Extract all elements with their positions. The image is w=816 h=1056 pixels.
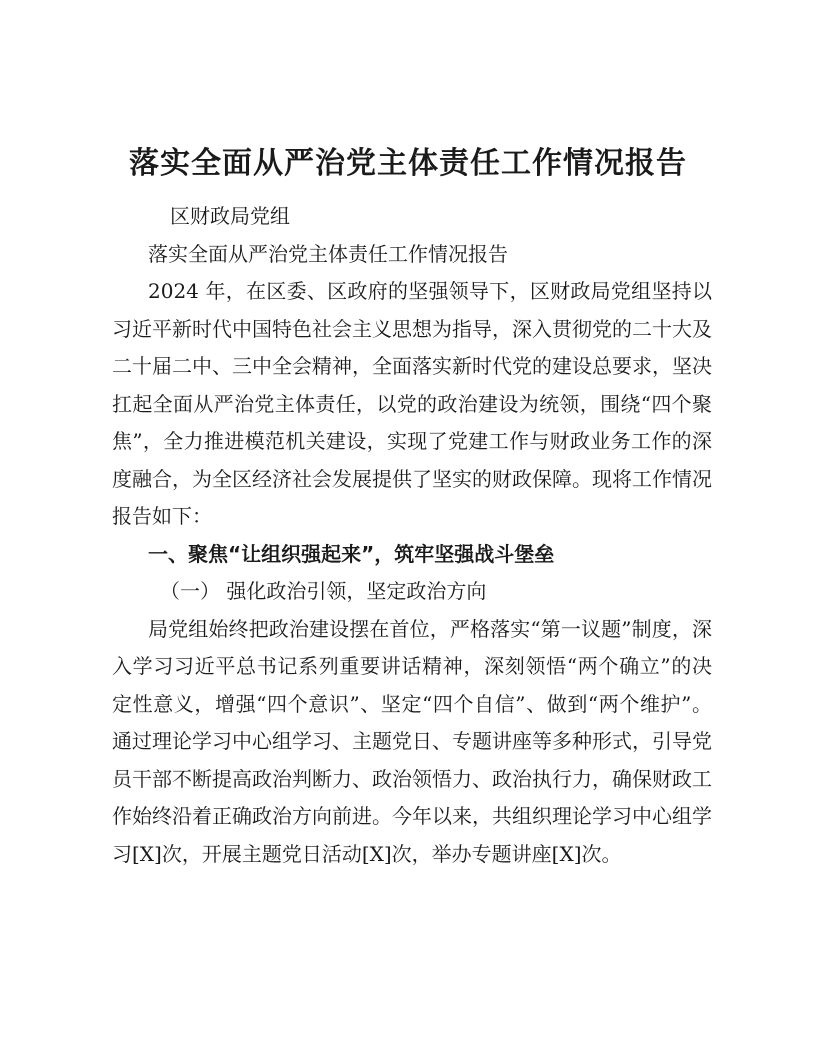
intro-paragraph: 2024 年，在区委、区政府的坚强领导下，区财政局党组坚持以习近平新时代中国特色社会主义思想为指导，深入贯彻党的二十大及二十届二中、三中全会精神，全面落实新时代党的建设总要求，坚决扛起全面从严治党主体责任，以党的政治建设为统领，围绕“四个聚焦”，全力推进模范机关建设，实现了党建工作与财政业务工作的深度融合，为全区经济社会发展提供了坚实的财政保障。现将工作情况报告如下： (112, 279, 712, 528)
author-line: 区财政局党组 (170, 204, 290, 228)
document-title: 落实全面从严治党主体责任工作情况报告 (129, 146, 687, 181)
subsection-heading: （一） 强化政治引领，坚定政治方向 (160, 579, 487, 603)
document-body (112, 198, 712, 873)
section-heading: 一、聚焦“让组织强起来”，筑牢坚强战斗堡垒 (148, 541, 555, 566)
subtitle-line: 落实全面从严治党主体责任工作情况报告 (148, 241, 508, 266)
subsection-paragraph: 局党组始终把政治建设摆在首位，严格落实“第一议题”制度，深入学习习近平总书记系列重要讲话精神，深刻领悟“两个确立”的决定性意义，增强“四个意识”、坚定“四个自信”、做到“两个维护”。通过理论学习中心组学习、主题党日、专题讲座等多种形式，引导党员干部不断提高政治判断力、政治领悟力、政治执行力，确保财政工作始终沿着正确政治方向前进。今年以来，共组织理论学习中心组学习[X]次，开展主题党日活动[X]次，举办专题讲座[X]次。 (112, 616, 712, 866)
